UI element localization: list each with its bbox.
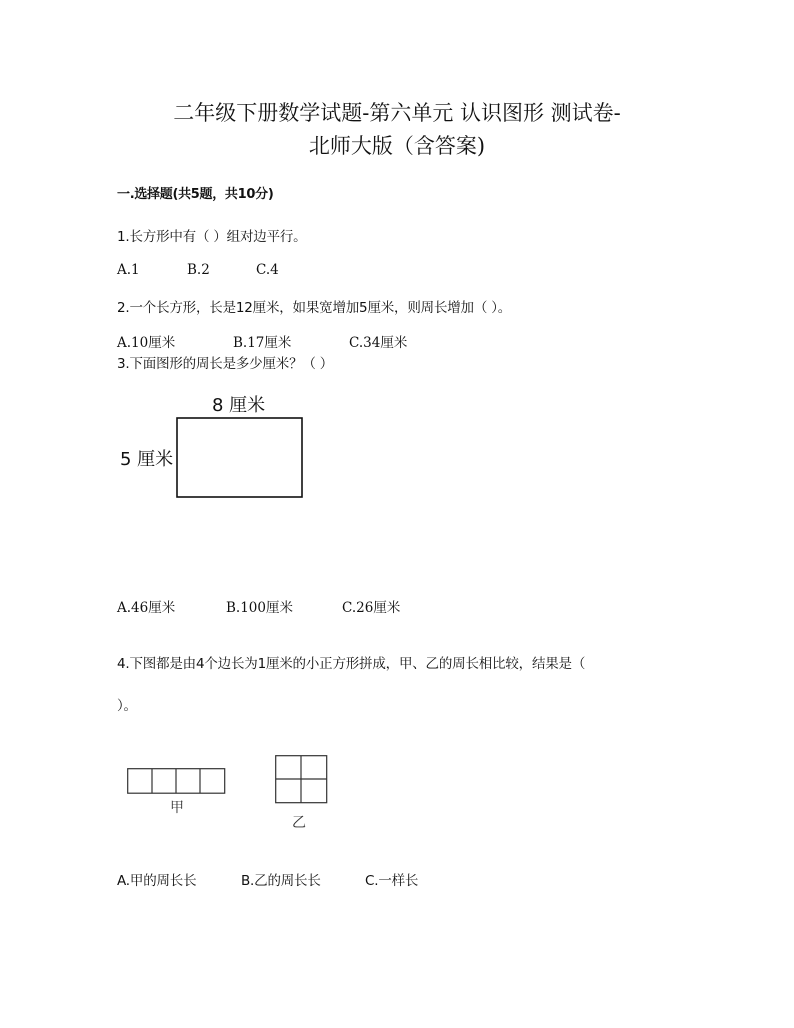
question-3-option-c: C.26厘米 [342,600,401,616]
question-4-stem-line1: 4.下图都是由4个边长为1厘米的小正方形拼成，甲、乙的周长相比较，结果是（ [117,656,586,672]
question-1-option-c: C.4 [256,262,279,278]
section-heading: 一.选择题(共5题，共10分) [117,187,274,202]
question-3-stem: 3.下面图形的周长是多少厘米？（ ） [117,356,334,372]
shape-b-label: 乙 [292,815,306,831]
rectangle-length-label: 8 厘米 [212,395,266,416]
page-title-line1: 二年级下册数学试题-第六单元 认识图形 测试卷- [173,101,621,125]
rectangle-figure [176,417,304,499]
question-2-option-b: B.17厘米 [233,335,292,351]
shape-b-figure [275,755,329,805]
rectangle-width-label: 5 厘米 [120,449,174,470]
question-1-option-b: B.2 [187,262,210,278]
question-2-stem: 2.一个长方形，长是12厘米，如果宽增加5厘米，则周长增加（ ）。 [117,300,512,316]
question-3-option-b: B.100厘米 [226,600,293,616]
question-1-option-a: A.1 [117,262,140,278]
question-2-option-a: A.10厘米 [117,335,176,351]
question-1-stem: 1.长方形中有（ ）组对边平行。 [117,229,307,245]
question-4-option-b: B.乙的周长长 [241,873,321,889]
question-4-option-a: A.甲的周长长 [117,873,197,889]
page-title-line2: 北师大版（含答案) [308,134,486,158]
question-2-option-c: C.34厘米 [349,335,408,351]
shape-a-label: 甲 [170,800,184,816]
question-3-option-a: A.46厘米 [117,600,176,616]
question-4-option-c: C.一样长 [365,873,419,889]
shape-a-figure [127,768,227,795]
question-4-stem-line2: ）。 [117,698,137,714]
